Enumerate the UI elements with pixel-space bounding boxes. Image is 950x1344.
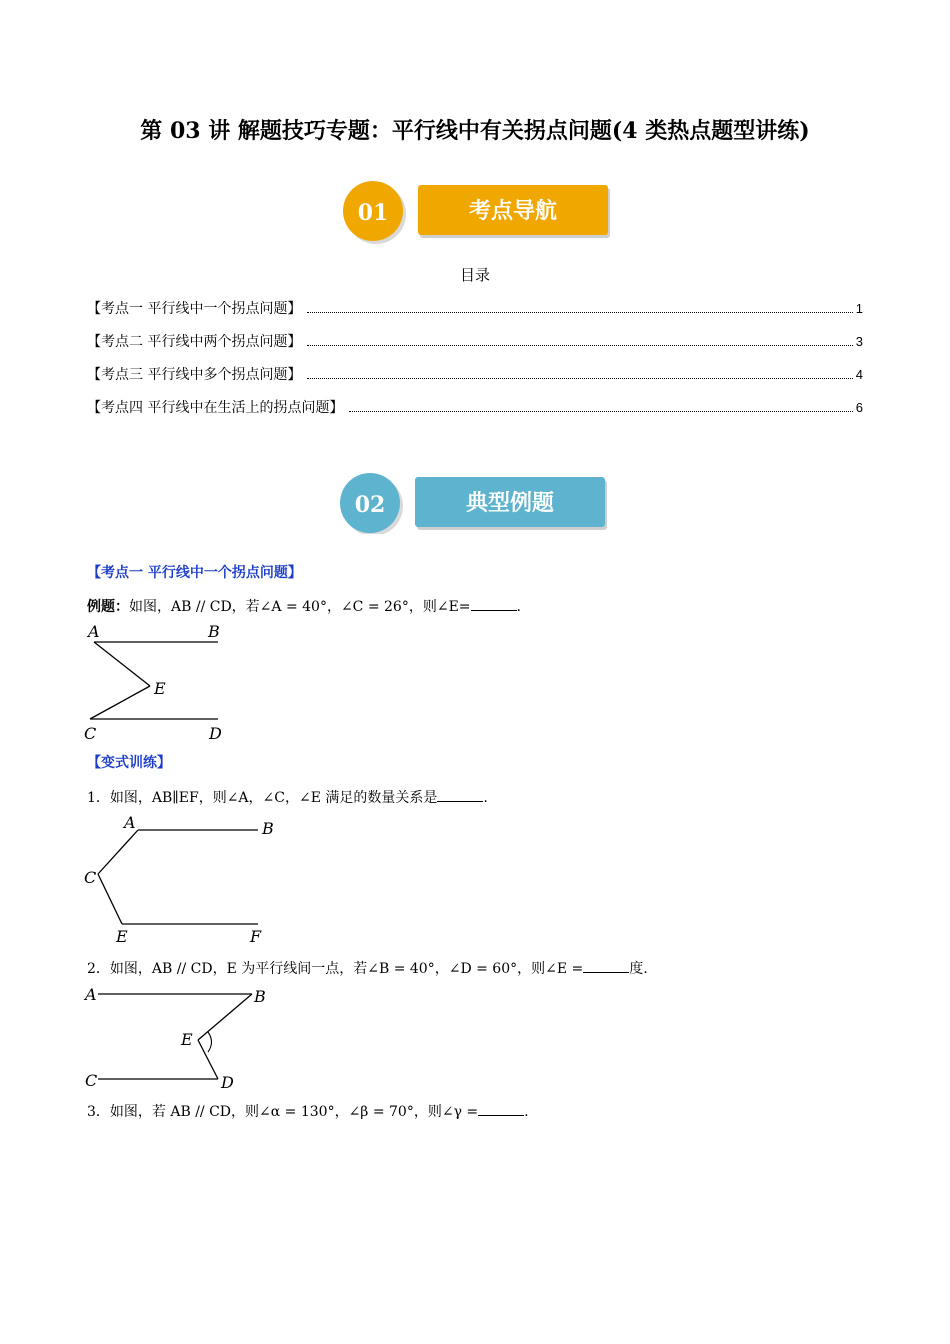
badge-number: 01: [357, 200, 389, 226]
point-label-c: C: [85, 1071, 98, 1090]
toc-item[interactable]: [87, 298, 863, 320]
badge-label: 典型例题: [465, 491, 555, 516]
badge-label: 考点导航: [468, 199, 558, 224]
figure-1: [82, 812, 282, 952]
question-2: 2．如图，AB // CD，E 为平行线间一点，若∠B = 40°，∠D = 60°，则∠E = 度.: [87, 961, 648, 977]
toc-page-number: 1: [855, 301, 863, 316]
answer-blank[interactable]: [478, 1103, 524, 1116]
toc-item[interactable]: [87, 397, 863, 419]
point-label-a: A: [85, 985, 97, 1004]
point-label-b: B: [254, 987, 266, 1006]
point-label-a: A: [88, 622, 100, 641]
point-label-b: B: [208, 622, 220, 641]
point-label-f: F: [250, 927, 262, 946]
example-prefix: 例题：: [87, 599, 129, 615]
toc-leader: [307, 378, 852, 379]
angle-arc: [208, 1032, 212, 1052]
toc-item[interactable]: [87, 364, 863, 386]
figure-example: [82, 620, 242, 750]
toc-item-label: 【考点四 平行线中在生活上的拐点问题】: [87, 400, 344, 416]
toc-page-number: 6: [855, 400, 863, 415]
example-text: 如图，AB // CD，若∠A = 40°，∠C = 26°，则∠E=: [129, 599, 471, 615]
point-label-d: D: [209, 724, 222, 743]
question-3: 3．如图，若 AB // CD，则∠α = 130°，∠β = 70°，则∠γ = .: [87, 1104, 529, 1120]
section-heading: 【考点一 平行线中一个拐点问题】: [87, 565, 302, 581]
variant-heading: 【变式训练】: [87, 755, 171, 771]
section-badge-navigation: [340, 180, 620, 244]
toc-leader: [307, 312, 852, 313]
point-label-b: B: [262, 819, 274, 838]
badge-number: 02: [354, 492, 386, 518]
toc-leader: [307, 345, 852, 346]
question-1: 1．如图，AB∥EF，则∠A，∠C，∠E 满足的数量关系是 .: [87, 790, 488, 806]
toc-item-label: 【考点一 平行线中一个拐点问题】: [87, 301, 302, 317]
page-title: 第 03 讲 解题技巧专题：平行线中有关拐点问题(4 类热点题型讲练): [140, 118, 810, 144]
toc-heading: 目录: [459, 266, 490, 284]
toc-page-number: 4: [855, 367, 863, 382]
toc-page-number: 3: [855, 334, 863, 349]
answer-blank[interactable]: [471, 598, 517, 611]
toc-item[interactable]: [87, 331, 863, 353]
point-label-c: C: [84, 868, 97, 887]
section-badge-examples: [340, 470, 620, 534]
answer-blank[interactable]: [583, 960, 629, 973]
answer-blank[interactable]: [437, 789, 483, 802]
point-label-d: D: [221, 1073, 234, 1092]
point-label-a: A: [124, 813, 136, 832]
toc-item-label: 【考点二 平行线中两个拐点问题】: [87, 334, 302, 350]
example-question: 例题：如图，AB // CD，若∠A = 40°，∠C = 26°，则∠E= .: [87, 599, 521, 615]
point-label-c: C: [84, 724, 97, 743]
point-label-e: E: [154, 679, 166, 698]
figure-2: [82, 982, 282, 1096]
point-label-e: E: [116, 927, 128, 946]
toc-leader: [349, 411, 852, 412]
point-label-e: E: [181, 1030, 193, 1049]
toc-item-label: 【考点三 平行线中多个拐点问题】: [87, 367, 302, 383]
